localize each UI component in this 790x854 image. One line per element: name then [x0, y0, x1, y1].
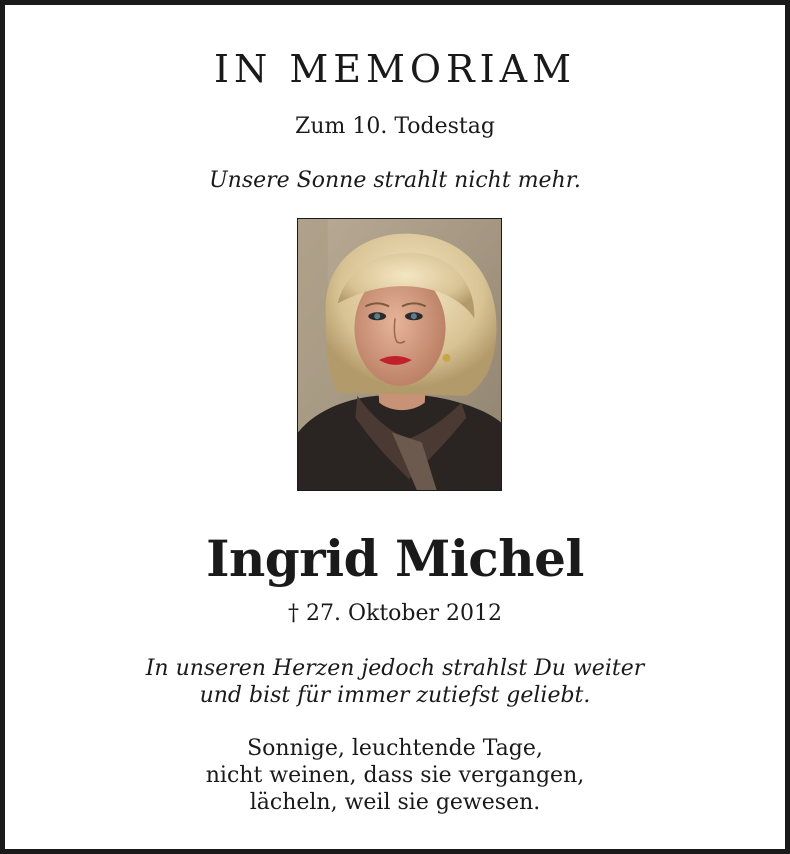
- death-date: † 27. Oktober 2012: [287, 601, 503, 626]
- verse-italic-line: und bist für immer zutiefst geliebt.: [199, 683, 591, 708]
- verse-plain-line: lächeln, weil sie gewesen.: [249, 790, 541, 815]
- notice-heading: IN MEMORIAM: [213, 47, 577, 91]
- anniversary-line: Zum 10. Todestag: [295, 114, 495, 139]
- verse-italic-line: In unseren Herzen jedoch strahlst Du weiter: [145, 656, 645, 681]
- verse-plain-line: nicht weinen, dass sie vergangen,: [205, 763, 585, 788]
- portrait-illustration: [298, 219, 501, 490]
- motto-line: Unsere Sonne strahlt nicht mehr.: [209, 168, 581, 193]
- verse-plain: [5, 735, 785, 816]
- verse-italic: [5, 655, 785, 709]
- portrait-photo: [297, 218, 502, 491]
- verse-plain-line: Sonnige, leuchtende Tage,: [247, 736, 543, 761]
- deceased-name: Ingrid Michel: [206, 529, 584, 588]
